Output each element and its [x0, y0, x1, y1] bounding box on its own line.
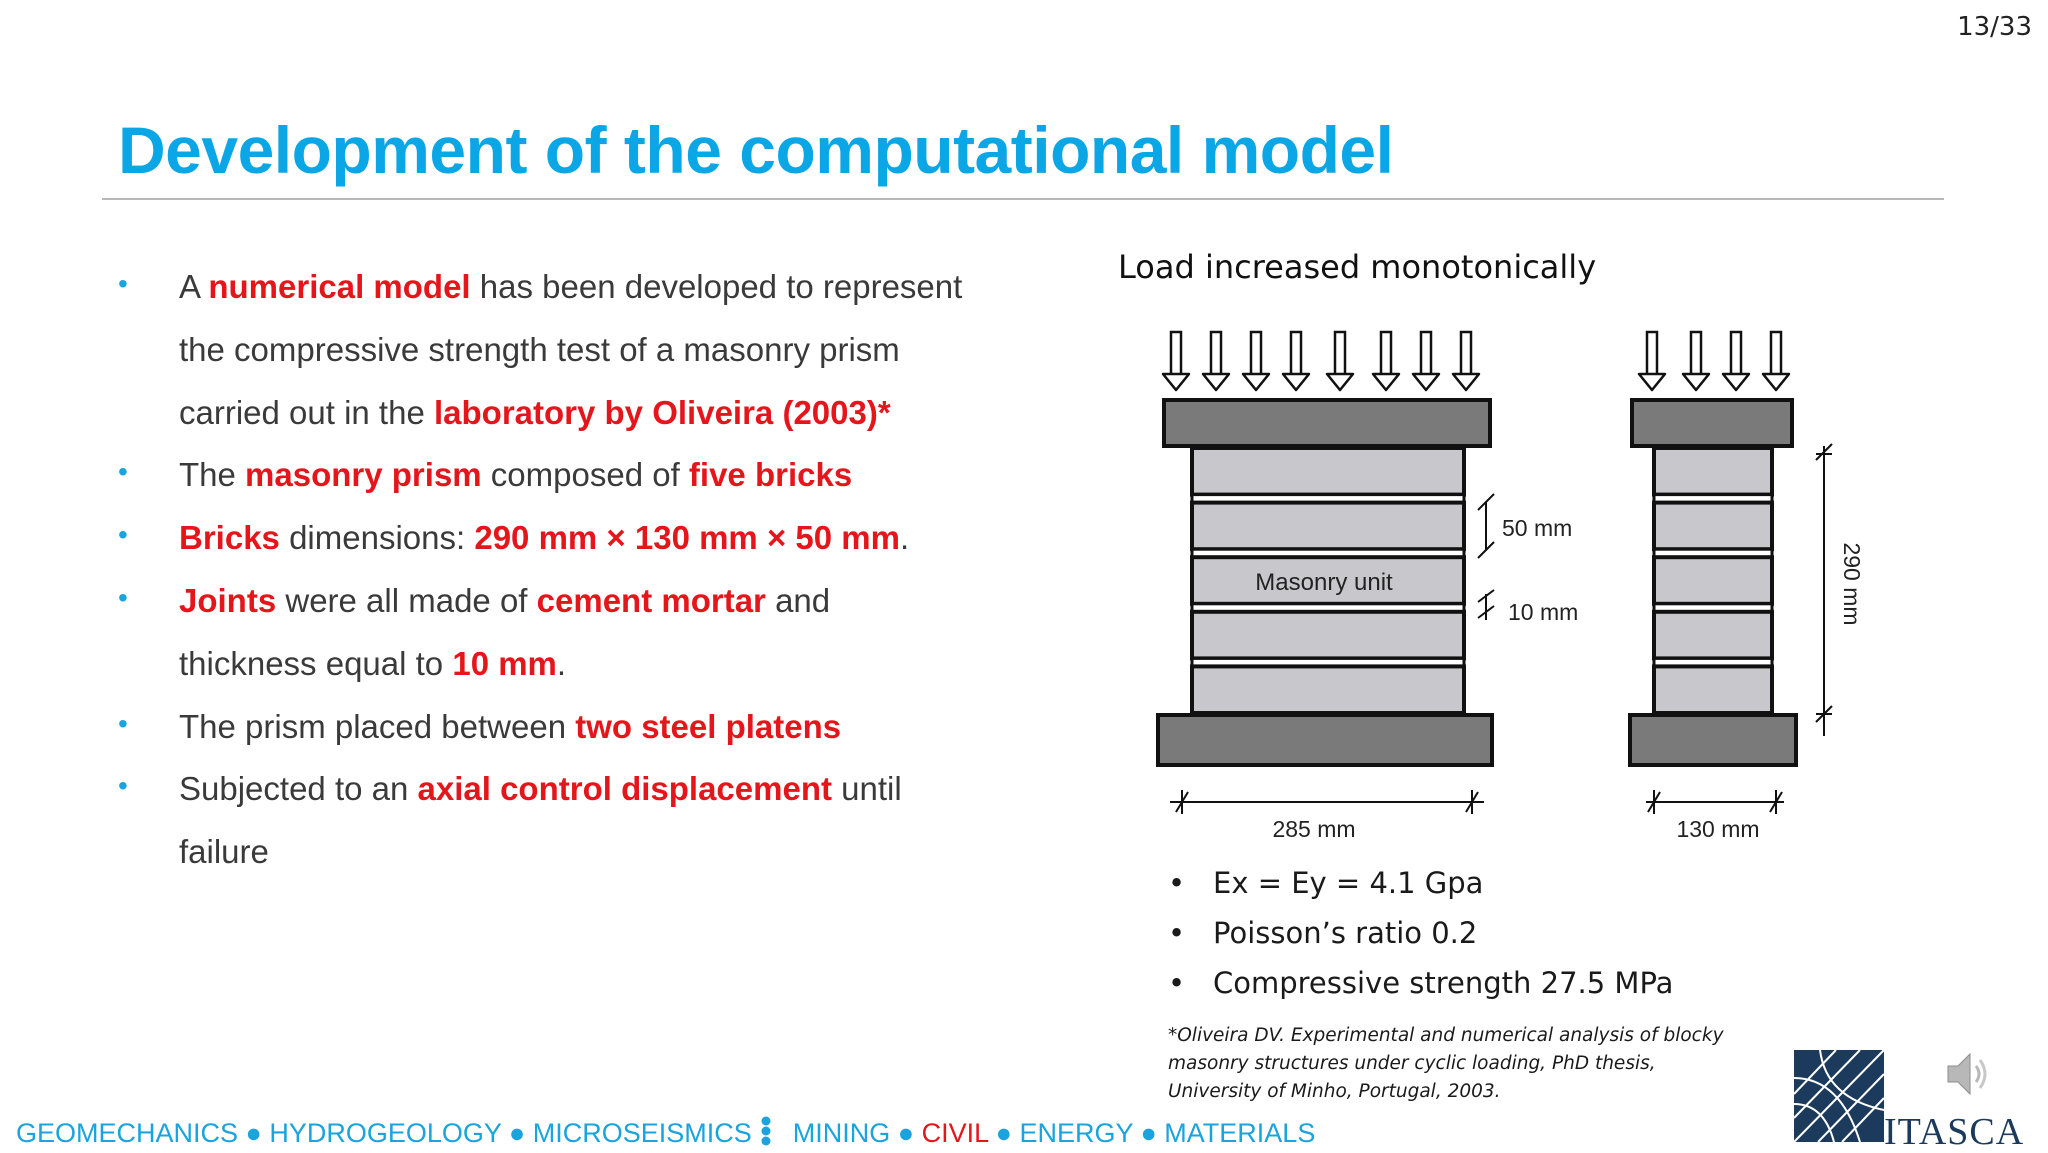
body-text: Subjected to an: [179, 770, 418, 808]
dim-width: [1170, 790, 1484, 814]
bullet-text: [179, 268, 962, 306]
brick: [1654, 503, 1772, 550]
bullet-dot: •: [118, 519, 128, 551]
highlight-text: axial control displacement: [417, 770, 832, 808]
dim-depth: [1646, 790, 1784, 814]
body-text: until: [831, 770, 902, 808]
brick: [1654, 666, 1772, 713]
page-number: 13/33: [1957, 12, 2032, 42]
bullet-dot: •: [118, 707, 128, 739]
body-text: were all made of: [276, 582, 537, 619]
dim-285mm-label: 285 mm: [1272, 816, 1356, 842]
footer-left: GEOMECHANICS ● HYDROGEOLOGY ● MICROSEISMICS: [16, 1118, 752, 1148]
body-text: .: [899, 519, 910, 557]
dim-10mm-label: 10 mm: [1508, 599, 1579, 625]
bullet-text: [179, 770, 902, 808]
body-text: and: [765, 582, 831, 619]
brick: [1192, 448, 1464, 495]
slide-title: Development of the computational model: [118, 113, 1394, 187]
speaker-icon[interactable]: [1942, 1046, 1998, 1102]
logo-text: ITASCA: [1884, 1111, 2025, 1148]
highlight-text: 10 mm: [452, 644, 557, 682]
highlight-text: numerical model: [208, 268, 471, 305]
load-arrow: [1373, 332, 1399, 390]
load-arrow: [1243, 332, 1269, 390]
footer-right-a: MINING ●: [792, 1118, 915, 1148]
body-text: has been developed to represent: [470, 268, 963, 305]
footer-tagline: [16, 1112, 1315, 1149]
load-arrow: [1639, 332, 1665, 390]
footer-right-b: ● ENERGY ● MATERIALS: [995, 1118, 1316, 1148]
bullet-dot: •: [118, 268, 128, 299]
dim-50mm-label: 50 mm: [1502, 515, 1573, 541]
load-arrow: [1163, 332, 1189, 390]
brick: [1654, 557, 1772, 604]
bullet-dot: •: [118, 770, 128, 802]
load-arrow: [1283, 332, 1309, 390]
bullet-dot: •: [118, 582, 128, 613]
highlight-text: 290 mm × 130 mm × 50 mm: [474, 519, 900, 557]
highlight-text: two steel platens: [575, 707, 842, 745]
body-text: failure: [179, 833, 269, 871]
body-text: the compressive strength test of a masonry prism: [179, 330, 900, 368]
brick: [1192, 503, 1464, 550]
dim-290mm-label: 290 mm: [1839, 542, 1865, 626]
title-divider: [102, 198, 1944, 200]
highlight-text: Joints: [179, 582, 277, 619]
top-platen-side: [1632, 400, 1792, 446]
prism-diagram: [1100, 240, 1960, 860]
brick: [1192, 612, 1464, 659]
highlight-text: laboratory by Oliveira (2003)*: [433, 393, 891, 431]
masonry-unit-label: Masonry unit: [1255, 569, 1393, 596]
dim-height: [1816, 444, 1832, 736]
bottom-platen-side: [1630, 715, 1796, 765]
bullet-text: [179, 519, 909, 557]
body-text: The: [179, 456, 246, 494]
highlight-text: Bricks: [179, 519, 280, 557]
brick-stack-side: [1654, 448, 1772, 713]
body-text: composed of: [481, 456, 689, 494]
highlight-text: cement mortar: [536, 582, 766, 619]
load-arrow: [1723, 332, 1749, 390]
dim-joint-thickness: [1478, 590, 1494, 620]
body-text: A: [179, 268, 209, 305]
load-arrow: [1763, 332, 1789, 390]
load-arrows-side: [1639, 332, 1789, 390]
bullet-text: [179, 394, 891, 432]
body-text: thickness equal to: [179, 644, 453, 682]
bullet-text: [179, 456, 852, 494]
bullet-text: [179, 331, 900, 369]
load-arrow: [1203, 332, 1229, 390]
bullet-dot: •: [118, 456, 128, 488]
footer-civil: CIVIL: [921, 1118, 989, 1148]
top-platen-front: [1164, 400, 1490, 446]
body-text: dimensions:: [279, 519, 475, 557]
load-arrow: [1683, 332, 1709, 390]
bullet-text: [179, 708, 841, 746]
bottom-platen-front: [1158, 715, 1492, 765]
itasca-logo: [1790, 1048, 2040, 1148]
load-label: Load increased monotonically: [1118, 248, 1597, 286]
dim-brick-height: [1478, 494, 1494, 558]
bullet-text: [179, 582, 830, 620]
footer-separator: [759, 1116, 785, 1153]
load-arrows-front: [1163, 332, 1479, 390]
brick: [1654, 612, 1772, 659]
bullet-text: [179, 645, 566, 683]
dim-130mm-label: 130 mm: [1676, 816, 1760, 842]
load-arrow: [1327, 332, 1353, 390]
highlight-text: masonry prism: [245, 456, 482, 494]
body-text: .: [556, 644, 567, 682]
reference-note: *Oliveira DV. Experimental and numerical analysis of blocky masonry structures under cyclic loading, PhD thesis, University of Minho, Portugal, 2003.: [1168, 1025, 1724, 1102]
load-arrow: [1453, 332, 1479, 390]
body-text: The prism placed between: [179, 707, 576, 745]
brick: [1654, 448, 1772, 495]
body-text: carried out in the: [179, 393, 434, 431]
highlight-text: five bricks: [688, 456, 853, 494]
load-arrow: [1413, 332, 1439, 390]
brick: [1192, 666, 1464, 713]
bullet-text: [179, 833, 269, 871]
